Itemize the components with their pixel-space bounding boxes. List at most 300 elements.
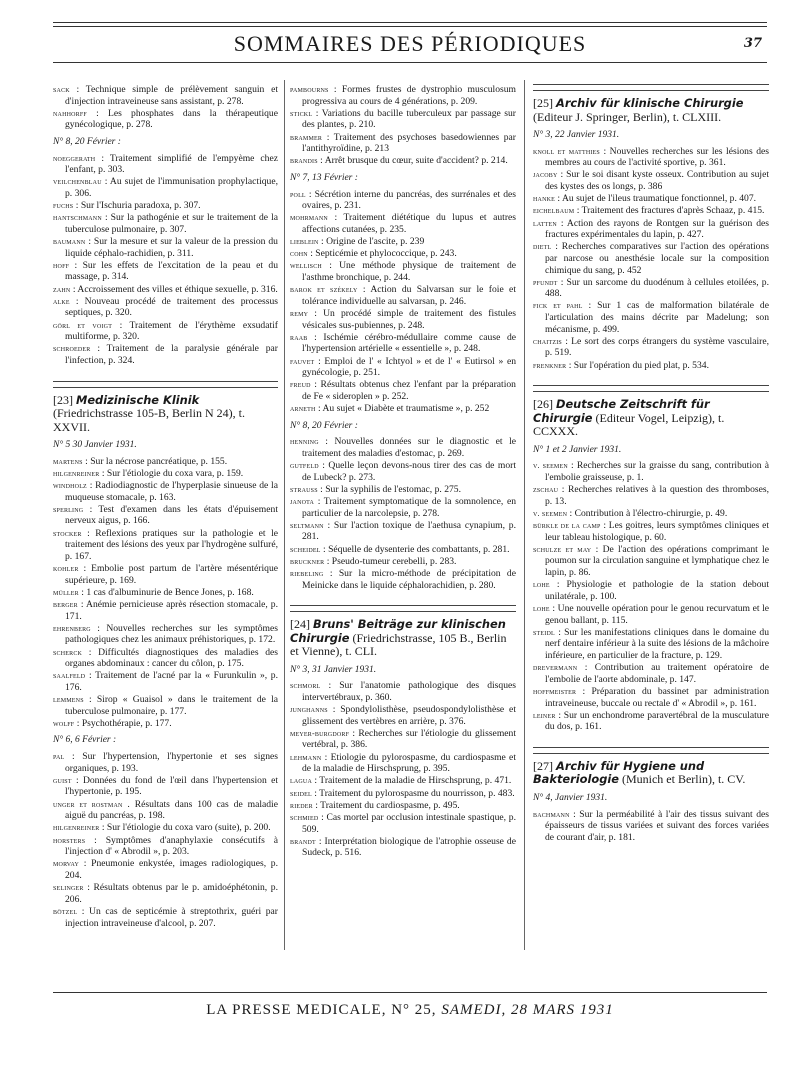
entry-author: schroeder [53,344,91,354]
entry-title: : Difficultés diagnostiques des maladies des organes abdominaux : cancer du côlon, p. 175. [65,646,278,670]
entry-author: v. seemen [533,508,568,518]
entry-title: : Traitement symptomatique de la somnolence, en particulier de la narcolepsie, p. 278. [302,496,517,519]
entry-author: gutfeld [290,461,319,471]
entry-author: hanke [533,194,555,204]
list-item [290,752,516,775]
entry-title: : Résultats obtenus par le p. amidoéphétonin, p. 206. [65,882,279,905]
header-rule-bottom [53,62,767,63]
column-divider [524,80,525,950]
list-item [53,176,278,199]
list-item [533,205,769,217]
entry-author: hoff [53,260,70,270]
list-item [53,480,278,503]
entry-title: : Un cas de septicémie à streptothrix, guéri par injection intraveineuse d'alcool, p. 207. [65,905,278,929]
issue-date: N° 3, 22 Janvier 1931. [533,130,620,140]
list-item [533,809,769,844]
entry-title: : Sur l'anatomie pathologique des disques intervertébraux, p. 360. [302,680,516,703]
list-item [53,670,278,693]
list-item [53,751,278,774]
entry-author: junghanns [290,705,328,715]
entry-title: : Un procédé simple de traitement des fistules vésicales sus-pubiennes, p. 248. [302,308,516,331]
list-item [533,169,769,192]
entry-author: ehrenberg [53,623,91,633]
list-item [290,812,516,835]
entry-author: meyer-burgdorf [290,728,350,738]
entry-author: stickl [290,108,313,118]
list-item [290,84,516,107]
list-item [290,436,516,459]
list-item [290,496,516,519]
entry-title: : Contribution au traitement opératoire de l'embolie de l'aorte abdominale, p. 147. [545,662,769,685]
issue-date: N° 3, 31 Janvier 1931. [290,664,377,675]
journal-heading [533,760,769,787]
entry-title: : Sur l'étiologie du coxa vara, p. 159. [101,467,244,479]
entry-title: : Physiologie et pathologie de la station debout unilatérale, p. 100. [545,579,769,602]
list-item [53,200,278,212]
entry-title: : Nouveau procédé de traitement des processus septiques, p. 320. [65,295,278,319]
entry-title: : Traitement de l'érythème exsudatif multiforme, p. 320. [65,319,278,343]
entry-title: : Action des rayons de Rontgen sur la guérison des fractures expérimentales du lapin, p. 427. [545,217,769,241]
entry-title: : Embolie post partum de l'artère mésentérique supérieure, p. 169. [65,563,279,586]
journal-separator [533,84,769,91]
entry-title: : Résultats obtenus chez l'enfant par la préparation de Fe « sideroplen » p. 252. [302,379,516,402]
list-item [290,800,516,812]
entry-author: sperling [53,504,84,514]
list-item [533,627,769,662]
page-title: SOMMAIRES DES PÉRIODIQUES [233,31,587,56]
list-item [533,277,769,300]
list-item [53,599,278,622]
entry-list [53,153,278,367]
entry-title: : Sur la mesure et sur la valeur de la pression du liquide céphalo-rachidien, p. 311. [65,236,278,259]
list-item [53,694,278,717]
list-item [53,320,278,343]
list-item [533,710,769,733]
entry-author: brandt [290,836,316,846]
list-item [290,108,516,131]
entry-title: : 1 cas d'albuminurie de Bence Jones, p. 168. [81,586,254,598]
entry-author: lagua [290,776,312,786]
list-item [290,308,516,331]
entry-author: fauvet [290,356,315,366]
entry-author: poll [290,189,306,199]
entry-title: : Quelle leçon devons-nous tirer des cas de mort de Lubeck? p. 273. [302,460,517,483]
entry-author: pfundt [533,277,558,287]
journal-name: Deutsche Zeitschrift für Chirurgie [533,397,710,425]
entry-title: : Recherches comparatives sur l'action des opérations par narcose ou anesthésie locale sur la composition chimique du sang, p. 452 [545,241,769,276]
list-item [53,212,278,235]
entry-author: mohrmann [290,213,328,223]
entry-author: remy [290,309,309,319]
entry-author: bürkle de la camp [533,521,601,531]
list-item [53,718,278,730]
journal-publisher: (Friedrichstrasse 105-B, Berlin N 24), t. XXVII. [53,406,245,434]
entry-author: unger et rostman [53,799,123,809]
entry-title: : Au sujet « Diabète et traumatisme », p. 252 [317,403,490,415]
entry-title: : Ischémie cérébro-médullaire comme cause de l'hypertension artérielle « essentielle », p. 248. [302,331,516,355]
entry-title: : Test d'examen dans les états d'épuisement nerveux aigus, p. 166. [65,503,278,527]
journal-number: [24] [290,617,310,632]
journal-heading [533,97,769,124]
list-item [53,623,278,646]
entry-author: hoffmeister [533,686,577,696]
entry-author: zschau [533,485,559,495]
header-rule-lower [53,26,767,27]
list-item [533,508,769,520]
entry-author: baumann [53,237,86,247]
entry-title: : Traitement du pylorospasme du nourrisson, p. 483. [314,787,515,799]
entry-title: : Etiologie du pylorospasme, du cardiospasme et de la maladie de Hirschsprung, p. 395. [302,751,516,775]
footer-journal: LA PRESSE MEDICALE, N° 25, [206,1002,437,1018]
list-item [53,504,278,527]
entry-list [290,84,516,167]
entry-author: arneth [290,404,316,414]
journal-name: Medizinische Klinik [76,392,200,407]
entry-title: : Sur un sarcome du duodénum à cellules etoilées, p. 488. [545,276,769,300]
entry-title: : Données du fond de l'œil dans l'hypertension et l'hypertonie, p. 195. [65,774,278,798]
footer-date: SAMEDI, 28 MARS 1931 [441,1002,614,1018]
entry-author: schmied [290,813,319,822]
entry-author: selinger [53,883,84,893]
entry-author: wolff [53,718,75,728]
list-item [290,556,516,568]
list-item [533,360,769,372]
journal-publisher: (Friedrichstrasse, 105 B., Berlin et Vienne), t. CLI. [290,630,507,659]
entry-author: hantschmann [53,213,102,223]
list-item [290,189,516,212]
list-item [53,528,278,563]
entry-author: rieder [290,800,313,810]
list-item [290,260,516,283]
entry-author: lohe [533,580,550,590]
entry-author: windholz [53,481,87,491]
entry-title: : Traitement de la paralysie générale par l'infection, p. 324. [65,343,278,366]
list-item [290,212,516,235]
entry-list [290,680,516,859]
list-item [53,468,278,480]
entry-author: zahn [53,284,71,294]
list-item [53,296,278,319]
entry-author: steidl [533,627,555,637]
footer [53,1002,767,1019]
entry-title: : Sur l'étiologie du coxa varo (suite), p. 200. [101,822,271,834]
entry-author: drevermann [533,663,578,673]
entry-author: barok et székely [290,285,358,295]
entry-author: hilgenreiner [53,468,100,478]
entry-author: stocker [53,528,82,538]
entry-author: hilgenreiner [53,823,100,833]
entry-title: : Interprétation biologique de l'atrophie osseuse de Sudeck, p. 516. [302,835,516,859]
entry-title: : Une méthode physique de traitement de l'asthme bronchique, p. 244. [302,260,516,284]
entry-list [533,809,769,844]
entry-title: : Sur l'action toxique de l'aethusa cynapium, p. 281. [302,519,516,543]
entry-title: : Arrêt brusque du cœur, suite d'accident? p. 214. [320,155,508,167]
entry-author: bötzel [53,906,78,916]
entry-title: : Au sujet de l'immunisation prophylactique, p. 306. [65,176,278,199]
entry-title: : Nouvelles recherches sur les symptômes pathologiques chez les animaux préhistoriques, p. 172. [65,622,278,646]
entry-title: : Symptômes d'anaphylaxie consécutifs à l'injection d' « Abrodil », p. 203. [65,834,278,858]
journal-publisher: (Editeur J. Springer, Berlin), t. CLXIII. [533,109,722,124]
journal-separator [53,381,278,388]
entry-list [53,84,278,131]
entry-title: : Nouvelles recherches sur les lésions des membres au cours de l'activité sportive, p. 361. [545,145,769,169]
issue-date: N° 5 30 Janvier 1931. [53,440,137,451]
entry-author: lemmens [53,695,84,705]
list-item [533,686,769,709]
entry-author: riebeling [290,569,324,579]
list-item [290,484,516,496]
list-item [290,568,516,591]
entry-title: : Sécrétion interne du pancréas, des surrénales et des ovaires, p. 231. [302,188,517,212]
journal-heading [533,398,769,439]
entry-author: scheidel [290,544,321,554]
entry-title: : Sur les effets de l'excitation de la peau et du massage, p. 314. [65,259,278,283]
column-left [53,84,278,930]
entry-author: lehmann [290,752,322,762]
journal-separator [290,605,516,612]
entry-title: : Sur les manifestations cliniques dans le domaine du nerf dentaire inférieur à la suite des lésions de la mâchoire inférieure, en particulier de la fracture, p. 129. [545,626,769,661]
list-item [533,241,769,276]
entry-title: : Sur un enchondrome paravertébral de la musculature du dos, p. 161. [545,709,769,733]
entry-title: : Traitement des fractures d'après Schaaz, p. 415. [576,205,765,217]
entry-author: noeggerath [53,153,96,163]
list-item [53,108,278,131]
entry-author: nahhorff [53,108,87,118]
list-item [533,662,769,685]
list-item [533,520,769,543]
entry-author: kohler [53,564,79,573]
list-item [533,603,769,626]
list-item [533,484,769,507]
list-item [290,356,516,379]
entry-author: schmorl [290,681,321,691]
list-item [290,284,516,307]
list-item [290,460,516,483]
entry-title: : Formes frustes de dystrophio musculosum progressiva au cours de 4 générations, p. 209. [302,84,516,107]
entry-title: : Traitement diététique du lupus et autres affections cutanées, p. 235. [302,212,516,235]
journal-separator [533,747,769,754]
entry-title: : Recherches sur l'étiologie du glissement vertébral, p. 386. [302,727,516,751]
entry-title: : Sur 1 cas de malformation bilatérale de l'articulation des mains décrite par Madelung; son mécanisme, p. 499. [545,300,769,335]
issue-date: N° 7, 13 Février : [290,172,358,183]
entry-list [53,751,278,929]
entry-title: : Emploi de l' « Ichtyol » et de l' « Eutirsol » en gynécologie, p. 251. [302,355,516,379]
list-item [290,728,516,751]
entry-title: : Sur la nécrose pancréatique, p. 155. [85,455,228,467]
entry-list [533,146,769,372]
entry-author: brandis [290,156,318,166]
entry-title: : Cas mortel par occlusion intestinale spastique, p. 509. [302,812,516,835]
entry-title: : Préparation du bassinet par administration intraveineuse, buccale ou rectale d' « Abrodil », p. 161. [545,685,769,709]
entry-title: : Une nouvelle opération pour le genou recurvatum et le genou ballant, p. 115. [545,603,770,626]
list-item [533,579,769,602]
entry-author: veilchenblau [53,177,102,187]
list-item [53,775,278,798]
list-item [533,218,769,241]
entry-author: freud [290,380,311,390]
entry-title: : Sur la syphilis de l'estomac, p. 275. [320,483,461,495]
entry-author: martens [53,456,83,466]
journal-name: Bruns' Beiträge zur klinischen Chirurgie [290,617,506,645]
entry-author: müller [53,587,79,597]
journal-separator [533,385,769,392]
page-number: 37 [743,36,762,51]
journal-name: Archiv für klinische Chirurgie [556,96,744,110]
journal-number: [27] [533,758,553,773]
entry-title: : Traitement de la maladie de Hirschsprung, p. 471. [314,775,512,787]
entry-title: : Reflexions pratiques sur la pathologie et le traitement des lésions des yeux par l'hydrogène sulfuré, p. 167. [65,527,278,562]
entry-title: : Recherches sur la graisse du sang, contribution à l'embolie graisseuse, p. 1. [545,460,769,483]
list-item [290,544,516,556]
list-item [53,882,278,905]
entry-author: seltmann [290,520,324,530]
entry-author: raab [290,332,308,342]
entry-author: janota [290,497,315,507]
list-item [290,132,516,155]
entry-author: frenkner [533,360,567,370]
list-item [290,520,516,543]
journal-number: [23] [53,392,73,407]
list-item [290,155,516,167]
column-right [533,84,769,844]
list-item [53,822,278,834]
list-item [533,300,769,335]
list-item [53,456,278,468]
list-item [290,379,516,402]
list-item [533,193,769,205]
entry-author: pal [53,752,65,762]
entry-author: scherck [53,647,83,657]
entry-author: lieblein [290,237,319,247]
entry-author: knoll et matthies [533,146,600,156]
list-item [53,563,278,586]
entry-title: : De l'action des opérations comprimant le poumon sur la circulation sanguine et lymphatique chez le lapin, p. 86. [545,543,769,579]
list-item [290,248,516,260]
entry-title: : Recherches relatives à la question des thromboses, p. 13. [545,484,769,507]
entry-title: : Anémie pernicieuse après résection stomacale, p. 171. [65,598,278,622]
entry-list [53,456,278,730]
list-item [290,236,516,248]
entry-author: pambourns [290,85,329,94]
entry-list [290,189,516,415]
journal-heading [290,618,516,659]
entry-title: : Sur la micro-méthode de précipitation de Meinicke dans le liquide céphalorachidien, p. 280. [302,568,516,591]
journal-number: [25] [533,96,553,110]
entry-author: latten [533,218,557,228]
entry-title: : Nouvelles données sur le diagnostic et le traitement des maladies d'estomac, p. 269. [302,436,516,459]
entry-author: dietl [533,242,552,252]
list-item [53,647,278,670]
entry-author: strauss [290,484,318,494]
journal-publisher: (Editeur Vogel, Leipzig), t. CCXXX. [533,410,725,439]
list-item [53,835,278,858]
entry-title: : Action du Salvarsan sur le foie et tolérance individuelle au salvarsan, p. 246. [302,284,516,307]
entry-title: : Traitement de l'acné par la « Furunkulin », p. 176. [65,670,278,693]
entry-author: seidel [290,788,312,798]
list-item [53,236,278,259]
list-item [53,343,278,366]
column-divider [284,80,285,950]
list-item [533,336,769,359]
entry-title: : Radiodiagnostic de l'hyperplasie sinueuse de la muqueuse stomacale, p. 163. [65,480,278,503]
entry-author: brammer [290,132,323,142]
entry-author: bruckner [290,556,325,566]
list-item [53,153,278,176]
entry-title: . Résultats dans 100 cas de maladie aiguë du pancréas, p. 198. [65,798,278,822]
journal-name: Archiv für Hygiene und Bakteriologie [533,758,705,787]
entry-title: : Sur la pathogénie et sur le traitement de la tuberculose pulmonaire, p. 307. [65,212,278,235]
issue-date: N° 8, 20 Février : [290,420,358,431]
list-item [290,403,516,415]
entry-author: v. seemen [533,461,568,471]
entry-title: : Séquelle de dysenterie des combattants, p. 281. [323,543,510,555]
entry-title: : Traitement des psychoses basedowiennes par l'antithyroïdine, p. 213 [302,131,516,155]
issue-date: N° 8, 20 Février : [53,136,121,147]
header-rule-upper [53,22,767,23]
entry-author: wellisch [290,261,322,271]
entry-author: sack [53,85,70,94]
entry-author: berger [53,599,78,609]
entry-title: : Spondylolisthèse, pseudospondylolisthèse et glissement des vertèbres en arrière, p. 376. [302,704,516,727]
list-item [53,799,278,822]
list-item [290,788,516,800]
journal-number: [26] [533,397,553,412]
list-item [53,906,278,929]
entry-author: alke [53,296,70,306]
entry-title: : Accroissement des villes et éthique sexuelle, p. 316. [72,283,278,295]
list-item [290,332,516,355]
entry-author: schulze et may [533,544,592,554]
entry-title: : Sur l'Ischuria paradoxa, p. 307. [75,200,201,212]
entry-author: henning [290,437,319,447]
list-item [533,146,769,169]
entry-author: fuchs [53,201,74,211]
journal-publisher: (Munich et Berlin), t. CV. [621,772,746,787]
list-item [533,544,769,579]
list-item [53,84,278,107]
list-item [53,858,278,881]
entry-title: : Sur l'hypertension, l'hypertonie et ses signes organiques, p. 193. [65,751,278,774]
entry-title: : Pneumonie enkystée, images radiologiques, p. 204. [65,858,278,881]
entry-author: cohn [290,249,308,259]
entry-author: fick et pahl [533,301,583,311]
entry-author: leiner [533,710,556,720]
entry-author: morvay [53,859,80,869]
entry-author: lohe [533,604,550,613]
footer-rule [53,992,767,993]
list-item [290,836,516,859]
entry-author: jacoby [533,170,558,180]
entry-author: görl et voigt [53,320,113,330]
entry-title: : Pseudo-tumeur cerebelli, p. 283. [326,555,457,567]
list-item [290,704,516,727]
entry-author: saalfeld [53,671,86,681]
column-middle [290,84,516,860]
entry-list [533,460,769,733]
entry-title: : Le sort des corps étrangers du système vasculaire, p. 519. [545,335,769,359]
issue-date: N° 1 et 2 Janvier 1931. [533,444,622,455]
entry-title: : Sur le soi disant kyste osseux. Contribution au sujet des kystes des os longs, p. 386 [545,169,769,192]
entry-author: eichelbaum [533,206,575,216]
entry-author: guist [53,775,72,785]
entry-title: : Septicémie et phylococcique, p. 243. [310,248,457,260]
entry-title: : Traitement du cardiospasme, p. 495. [315,799,460,811]
entry-author: chaitzis [533,336,562,346]
entry-title: : Sur l'opération du pied plat, p. 534. [568,359,709,371]
entry-title: : Origine de l'ascite, p. 239 [321,236,425,248]
issue-date: N° 6, 6 Février : [53,735,117,746]
entry-title: : Technique simple de prélèvement sanguin et d'injection intraveineuse sans assistant, p. 278. [65,84,278,107]
